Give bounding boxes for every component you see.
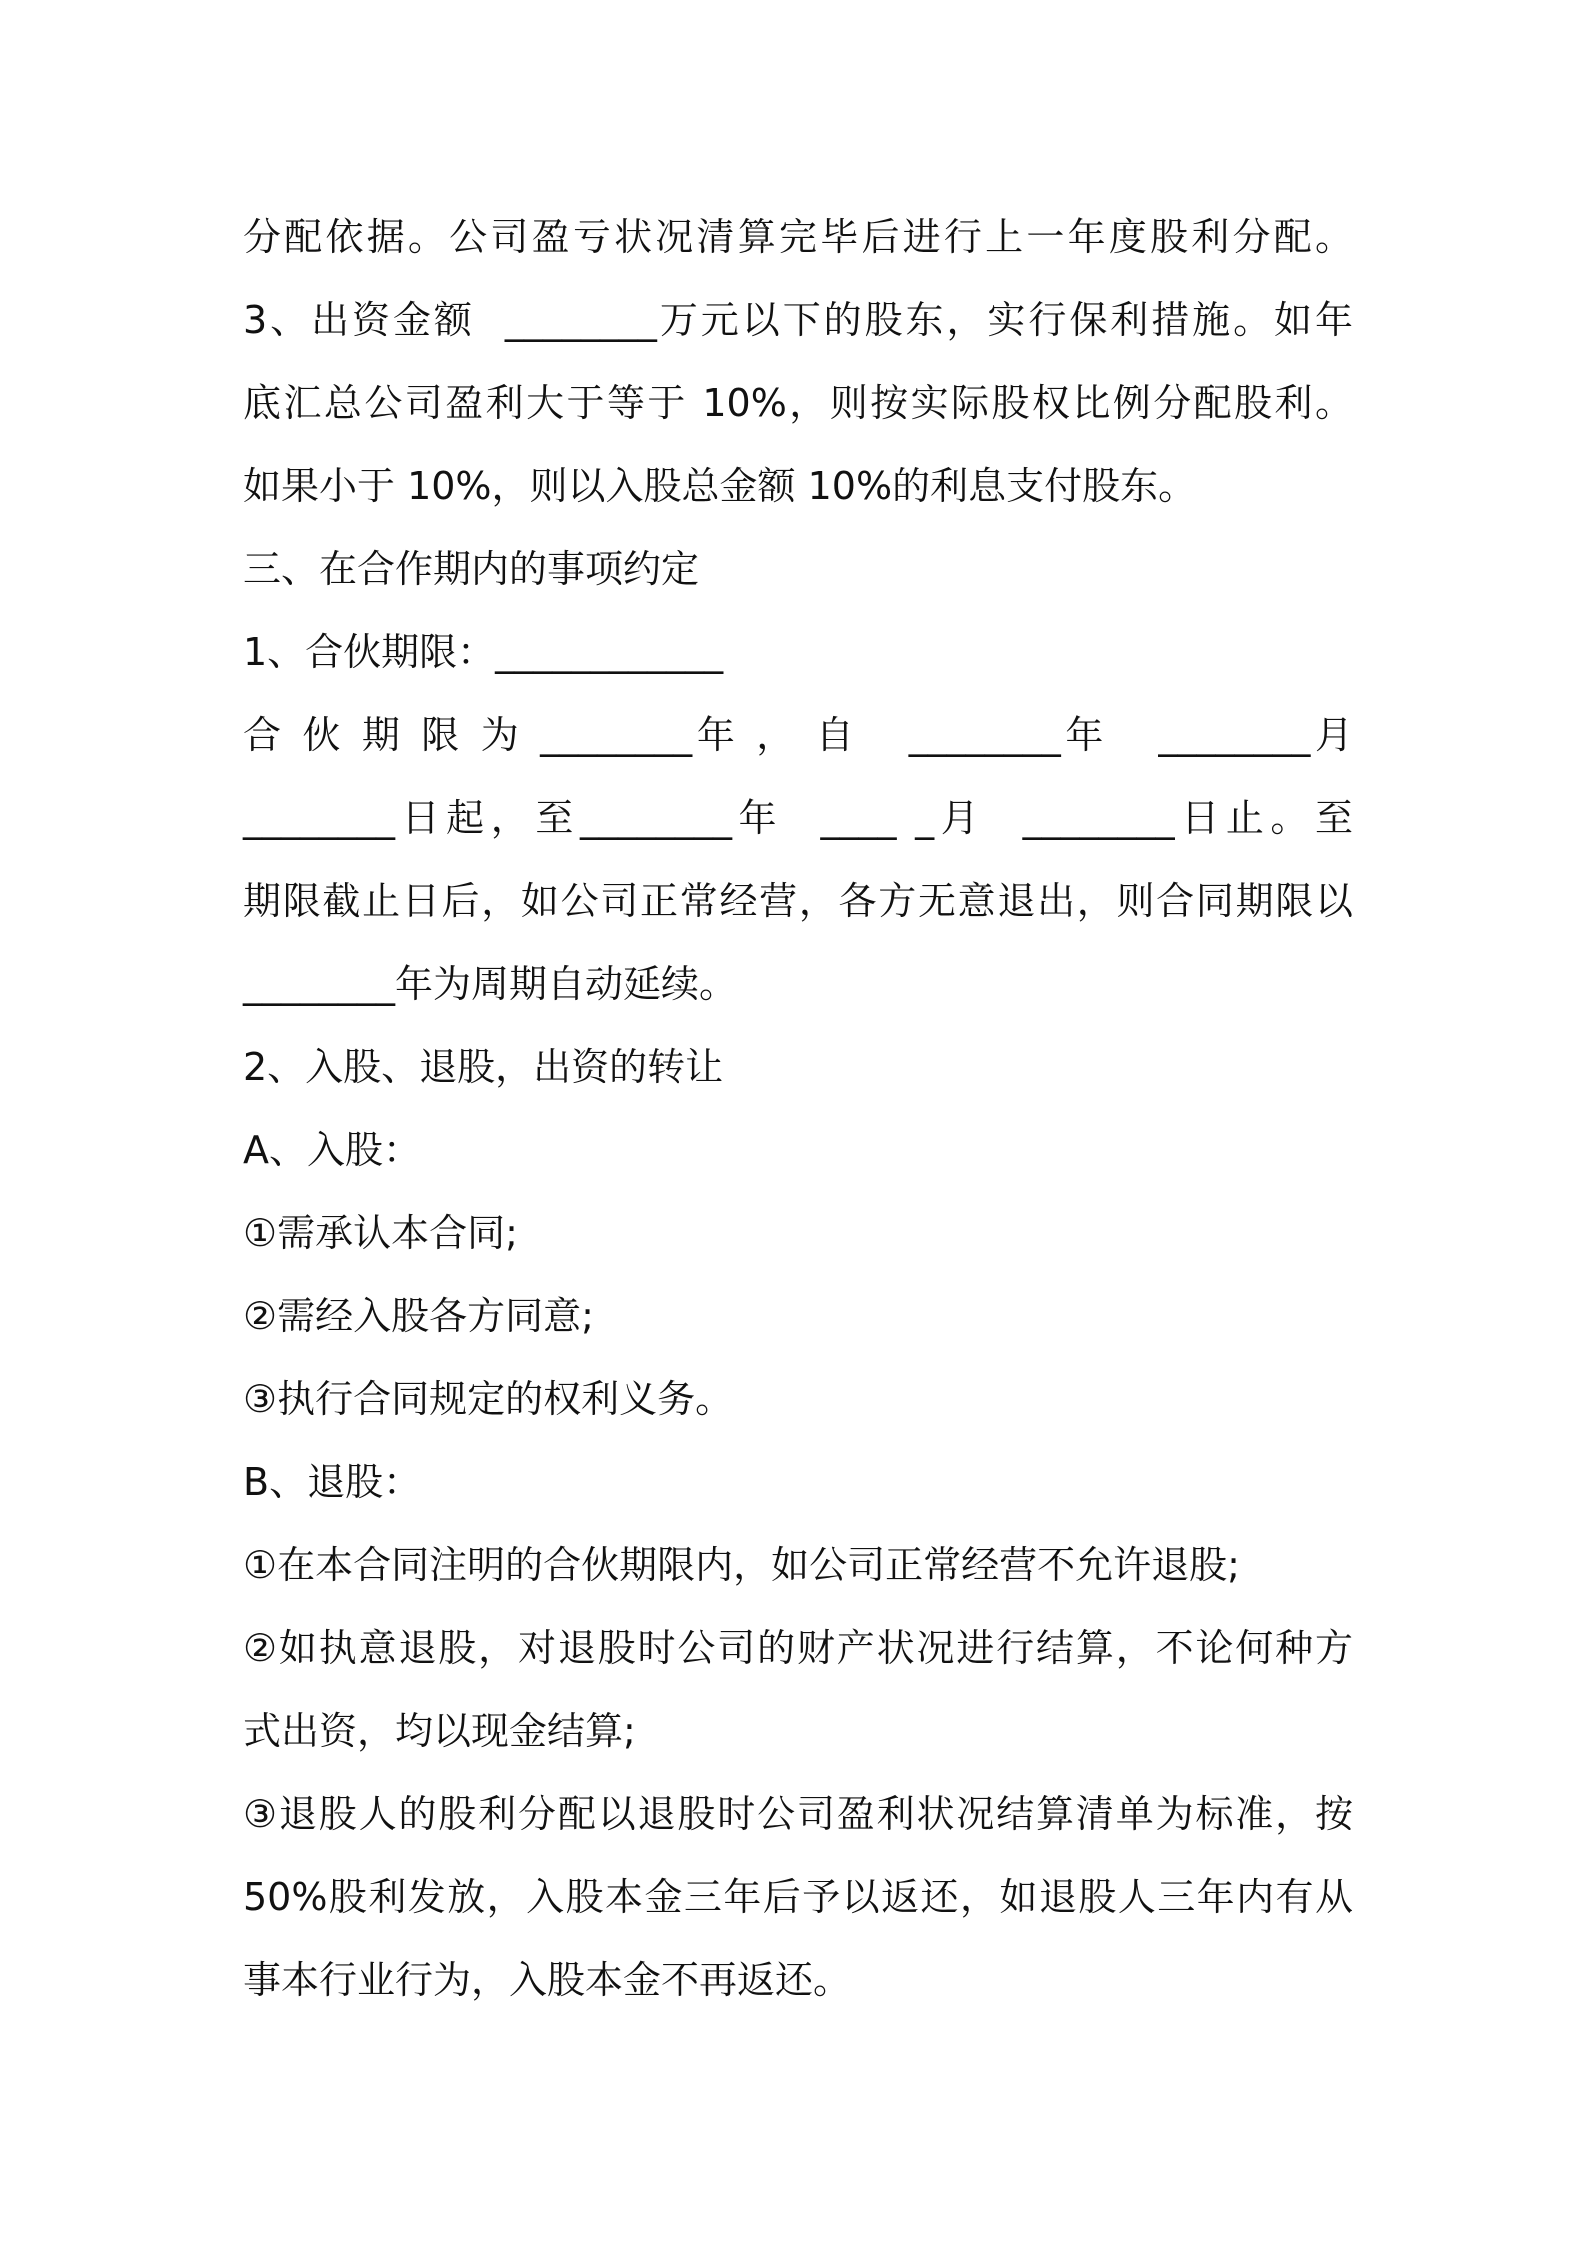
section-heading: 三、在合作期内的事项约定	[243, 547, 700, 591]
text-line-22: 事本行业行为，入股本金不再返还。	[243, 1958, 852, 2002]
text-line-3: 底汇总公司盈利大于等于 10%，则按实际股权比例分配股利。	[243, 381, 1353, 425]
text-line-10: ________年为周期自动延续。	[243, 962, 738, 1006]
text-line-2: 3、出资金额 ________万元以下的股东，实行保利措施。如年	[243, 298, 1353, 342]
text-line-18: ②如执意退股，对退股时公司的财产状况进行结算，不论何种方	[243, 1626, 1353, 1670]
text-line-7: 合 伙 期 限 为 ________年 ， 自 ________年 ________月	[243, 713, 1353, 757]
text-line-14: ②需经入股各方同意;	[243, 1294, 594, 1338]
text-line-15: ③执行合同规定的权利义务。	[243, 1377, 734, 1421]
text-line-21: 50%股利发放，入股本金三年后予以返还，如退股人三年内有从	[243, 1875, 1353, 1919]
text-line-12: A、入股：	[243, 1128, 421, 1172]
text-line-20: ③退股人的股利分配以退股时公司盈利状况结算清单为标准，按	[243, 1792, 1353, 1836]
text-line-6: 1、合伙期限：____________	[243, 630, 724, 674]
text-line-9: 期限截止日后，如公司正常经营，各方无意退出，则合同期限以	[243, 879, 1353, 923]
text-line-1: 分配依据。公司盈亏状况清算完毕后进行上一年度股利分配。	[243, 215, 1353, 259]
text-line-19: 式出资，均以现金结算;	[243, 1709, 636, 1753]
subsection-heading: 2、入股、退股，出资的转让	[243, 1045, 724, 1089]
text-line-4: 如果小于 10%，则以入股总金额 10%的利息支付股东。	[243, 464, 1197, 508]
text-line-13: ①需承认本合同;	[243, 1211, 518, 1255]
document-body	[243, 196, 1353, 2022]
text-line-16: B、退股：	[243, 1460, 422, 1504]
text-line-8: ________日起，至________年 ____ _月 ________日止。至	[243, 796, 1353, 840]
text-line-17: ①在本合同注明的合伙期限内，如公司正常经营不允许退股;	[243, 1543, 1240, 1587]
